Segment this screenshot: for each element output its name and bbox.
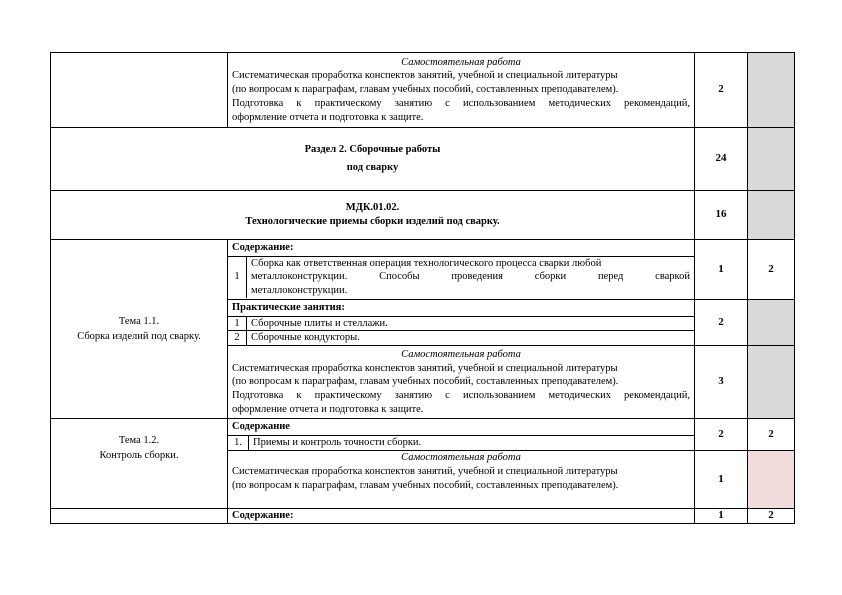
level-cell-gray bbox=[748, 300, 795, 346]
hours-cell: 24 bbox=[695, 128, 748, 191]
level-cell: 2 bbox=[748, 509, 795, 524]
item-line: металлоконструкции. bbox=[251, 285, 348, 297]
level-cell-gray bbox=[748, 128, 795, 191]
hours-cell: 16 bbox=[695, 191, 748, 240]
section-subtitle: под сварку bbox=[346, 162, 399, 173]
list-item bbox=[228, 435, 694, 449]
item-number: 1 bbox=[228, 256, 247, 298]
topic-cell bbox=[51, 419, 228, 509]
self-work-line: (по вопросам к параграфам, главам учебных пособий, составленных преподавателем). bbox=[232, 479, 619, 491]
curriculum-table bbox=[50, 52, 795, 524]
self-work-cell bbox=[228, 53, 695, 128]
content-label: Содержание: bbox=[232, 242, 294, 253]
mdk-title-cell bbox=[51, 191, 695, 240]
mdk-row bbox=[51, 191, 795, 240]
self-work-line: Систематическая проработка конспектов занятий, учебной и специальной литературы bbox=[232, 362, 618, 374]
self-work-line: (по вопросам к параграфам, главам учебных пособий, составленных преподавателем). bbox=[232, 376, 619, 388]
item-text: Приемы и контроль точности сборки. bbox=[253, 436, 422, 448]
self-work-title: Самостоятельная работа bbox=[401, 452, 521, 464]
topic-title: Контроль сборки. bbox=[99, 450, 179, 462]
item-number: 1 bbox=[228, 316, 247, 331]
self-work-line: оформление отчета и подготовка к защите. bbox=[232, 111, 424, 123]
hours-cell: 2 bbox=[695, 419, 748, 451]
self-work-line: Подготовка к практическому занятию с использованием методических рекомендаций, bbox=[232, 389, 690, 401]
topic-cell-empty bbox=[51, 53, 228, 128]
hours-cell: 1 bbox=[695, 451, 748, 509]
self-work-row bbox=[51, 53, 795, 128]
self-work-line: Систематическая проработка конспектов занятий, учебной и специальной литературы bbox=[232, 465, 618, 477]
topic-cell bbox=[51, 240, 228, 419]
item-text: Сборочные плиты и стеллажи. bbox=[251, 317, 388, 329]
content-cell bbox=[228, 240, 695, 300]
topic-number: Тема 1.2. bbox=[118, 435, 160, 447]
item-text bbox=[247, 256, 695, 298]
content-list bbox=[228, 435, 694, 450]
hours-cell: 2 bbox=[695, 53, 748, 128]
practice-list bbox=[228, 316, 694, 345]
level-cell-pink bbox=[748, 451, 795, 509]
practice-label: Практические занятия: bbox=[232, 302, 345, 313]
item-text: Сборочные кондукторы. bbox=[247, 331, 695, 345]
list-item bbox=[228, 256, 694, 298]
hours-cell: 3 bbox=[695, 346, 748, 419]
self-work-title: Самостоятельная работа bbox=[401, 348, 521, 360]
content-cell bbox=[228, 419, 695, 451]
item-line: металлоконструкции. Способы проведения сборки перед сваркой bbox=[251, 271, 690, 283]
topic-cell-empty bbox=[51, 509, 228, 524]
self-work-line: Подготовка к практическому занятию с использованием методических рекомендаций, bbox=[232, 97, 690, 109]
hours-cell: 2 bbox=[695, 300, 748, 346]
topic-number: Тема 1.1. bbox=[118, 316, 160, 328]
topic-title: Сборка изделий под сварку. bbox=[77, 331, 201, 343]
item-number: 1. bbox=[228, 435, 249, 449]
content-label: Содержание bbox=[232, 421, 290, 433]
self-work-cell bbox=[228, 346, 695, 419]
tema-content-row bbox=[51, 240, 795, 300]
self-work-title: Самостоятельная работа bbox=[401, 56, 521, 68]
self-work-line: (по вопросам к параграфам, главам учебных пособий, составленных преподавателем). bbox=[232, 84, 619, 96]
level-cell-gray bbox=[748, 53, 795, 128]
self-work-line: Систематическая проработка конспектов занятий, учебной и специальной литературы bbox=[232, 70, 618, 82]
self-work-cell bbox=[228, 451, 695, 509]
list-item bbox=[228, 331, 694, 345]
section-row bbox=[51, 128, 795, 191]
tema-content-row bbox=[51, 419, 795, 451]
section-title-cell bbox=[51, 128, 695, 191]
mdk-code: МДК.01.02. bbox=[345, 202, 400, 213]
content-list bbox=[228, 256, 694, 298]
level-cell: 2 bbox=[748, 419, 795, 451]
content-label: Содержание: bbox=[228, 509, 695, 524]
self-work-line: оформление отчета и подготовка к защите. bbox=[232, 403, 424, 415]
level-cell-gray bbox=[748, 346, 795, 419]
section-title: Раздел 2. Сборочные работы bbox=[304, 144, 441, 155]
content-row bbox=[51, 509, 795, 524]
hours-cell: 1 bbox=[695, 240, 748, 300]
item-number: 2 bbox=[228, 331, 247, 345]
level-cell: 2 bbox=[748, 240, 795, 300]
mdk-title: Технологические приемы сборки изделий под сварку. bbox=[245, 216, 500, 227]
level-cell-gray bbox=[748, 191, 795, 240]
hours-cell: 1 bbox=[695, 509, 748, 524]
practice-cell bbox=[228, 300, 695, 346]
list-item bbox=[228, 316, 694, 331]
item-line: Сборка как ответственная операция технологического процесса сварки любой bbox=[251, 257, 602, 269]
